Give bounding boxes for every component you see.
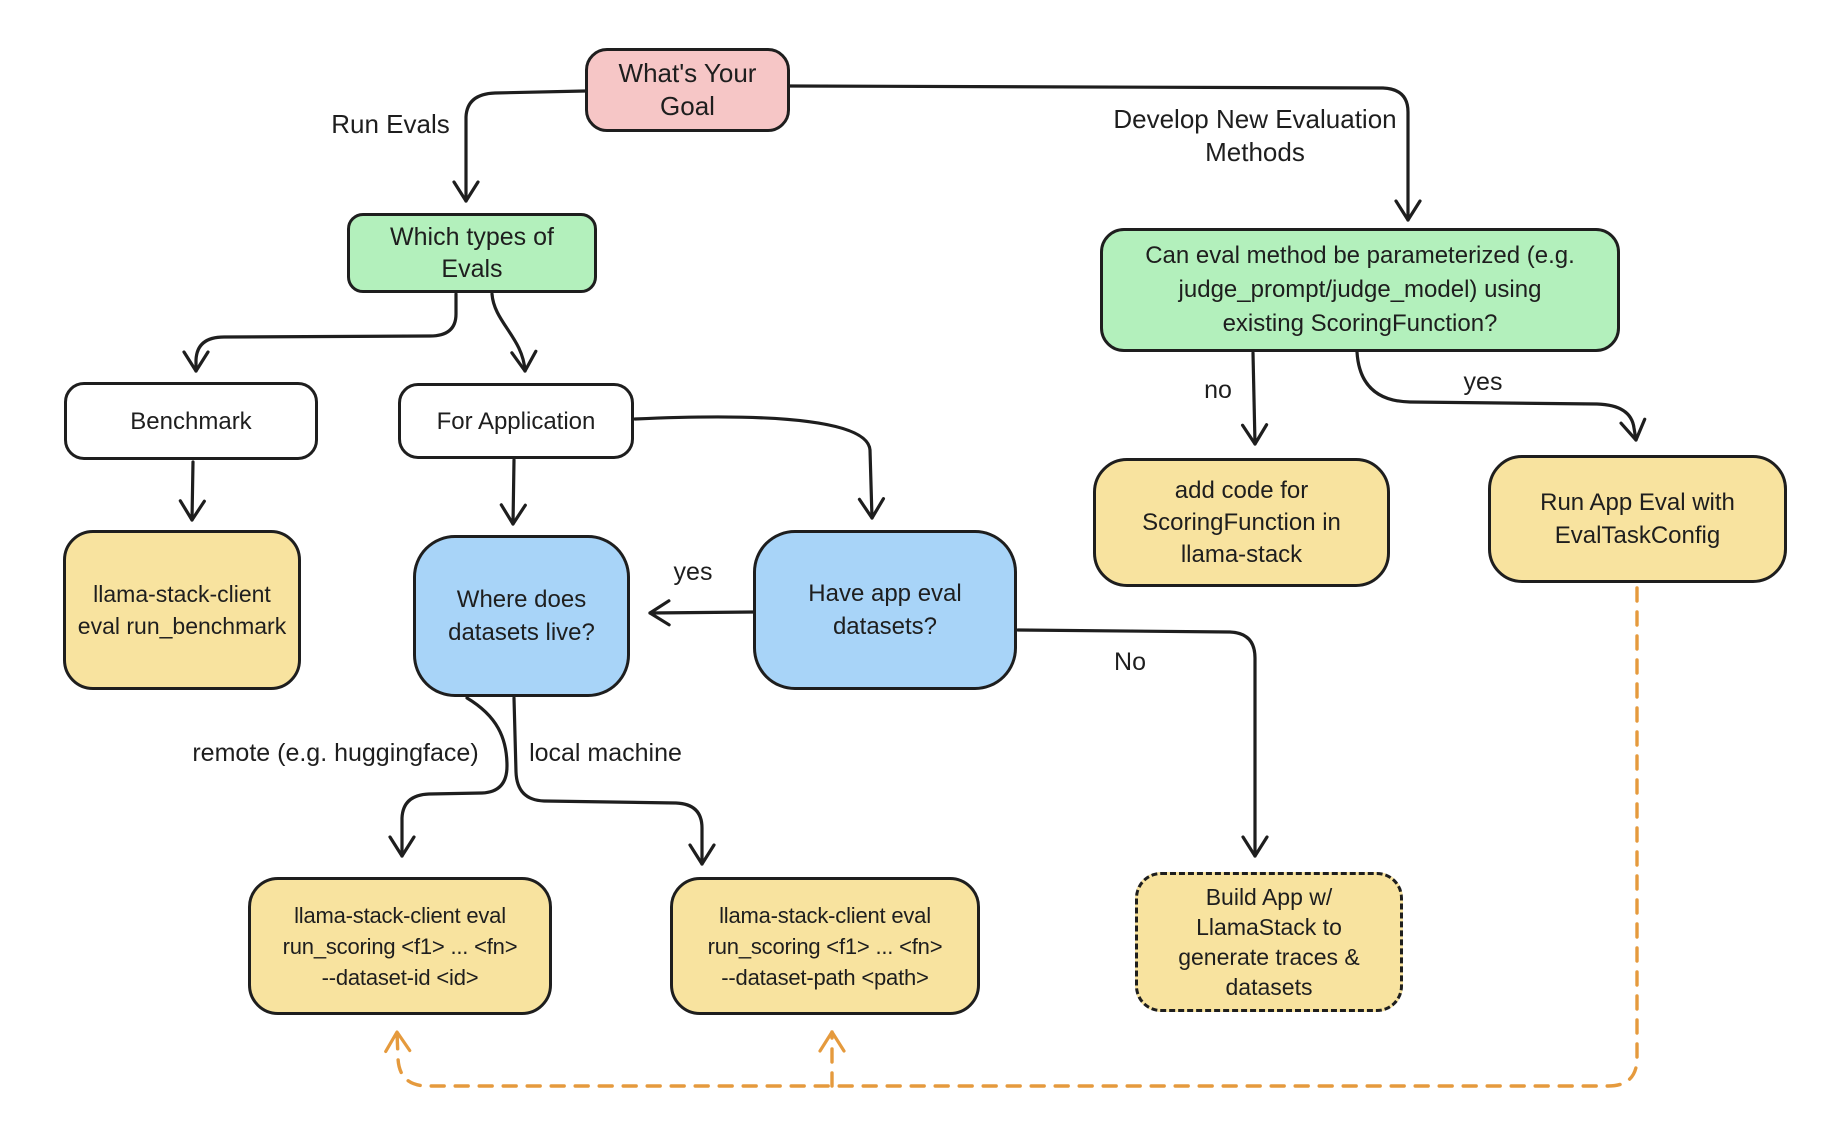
node-text-line: Have app eval	[808, 580, 962, 607]
node-text-line: Goal	[660, 91, 715, 121]
node-text-line: --dataset-id <id>	[321, 964, 479, 990]
node-benchmark	[64, 382, 318, 460]
arrow-have-to-where-yes	[650, 612, 754, 613]
node-text-line: Where does	[456, 586, 587, 613]
arrow-benchmark-to-run-benchmark	[192, 462, 193, 520]
node-text-line: eval run_benchmark	[77, 613, 287, 639]
node-text-line: datasets live?	[448, 619, 595, 646]
arrow-which-types-to-for-application	[492, 294, 525, 371]
arrow-for-application-to-where-datasets	[513, 460, 514, 524]
edge-label-line: Methods	[1205, 137, 1305, 167]
node-text-line: llama-stack-client eval	[719, 902, 931, 928]
arrow-parameterized-no	[1253, 353, 1255, 444]
node-text-line: Evals	[441, 255, 503, 283]
edge-label-yes-parameterized: yes	[1463, 368, 1503, 396]
node-text-line: run_scoring <f1> ... <fn>	[282, 933, 518, 959]
node-text-line: Run App Eval with	[1540, 489, 1735, 516]
node-can-eval-method-be-parameterized	[1100, 228, 1620, 352]
node-build-app-with-llamastack	[1135, 872, 1403, 1012]
node-text-line: run_scoring <f1> ... <fn>	[707, 933, 943, 959]
node-text-line: Benchmark	[130, 407, 252, 435]
node-text-line: ScoringFunction in	[1142, 508, 1341, 536]
edge-label-local-machine: local machine	[529, 739, 682, 767]
arrow-where-to-dataset-id-remote	[402, 698, 507, 856]
node-for-application	[398, 383, 634, 459]
edge-label-yes-have-datasets: yes	[673, 558, 713, 586]
node-text-line: generate traces &	[1178, 944, 1360, 970]
arrow-goal-to-which-types	[466, 91, 585, 201]
edge-label-no-have-datasets: No	[1114, 648, 1146, 676]
arrow-for-application-to-have-datasets	[635, 417, 872, 518]
node-text-line: llama-stack-client	[93, 581, 271, 607]
node-run-benchmark-cmd	[63, 530, 301, 690]
node-text-line: --dataset-path <path>	[721, 964, 929, 990]
node-whats-your-goal	[585, 48, 790, 132]
node-text-line: existing ScoringFunction?	[1222, 310, 1498, 337]
node-where-does-datasets-live	[413, 535, 630, 697]
node-run-scoring-dataset-path-cmd	[670, 877, 980, 1015]
arrow-which-types-to-benchmark	[196, 294, 456, 371]
node-text-line: datasets	[1225, 974, 1313, 1000]
node-text-line: Can eval method be parameterized (e.g.	[1145, 242, 1575, 269]
node-text-line: llama-stack-client eval	[294, 902, 506, 928]
edge-label-remote-huggingface: remote (e.g. huggingface)	[192, 739, 479, 767]
edge-label-run-evals: Run Evals	[331, 109, 450, 139]
arrow-where-to-dataset-path-local	[514, 698, 702, 864]
node-text-line: Build App w/	[1205, 884, 1333, 910]
node-which-types-of-evals	[347, 213, 597, 293]
node-run-app-eval-evaltaskconfig	[1488, 455, 1787, 583]
node-text-line: What's Your	[618, 58, 757, 88]
edge-label-develop-new-evaluation-methods	[1090, 103, 1420, 169]
edge-label-no-parameterized: no	[1204, 376, 1232, 404]
node-text-line: add code for	[1174, 476, 1309, 504]
node-text-line: judge_prompt/judge_model) using	[1178, 276, 1542, 303]
node-text-line: Which types of	[390, 223, 554, 251]
node-text-line: EvalTaskConfig	[1554, 522, 1721, 549]
node-have-app-eval-datasets	[753, 530, 1017, 690]
node-text-line: LlamaStack to	[1196, 914, 1342, 940]
edge-label-line: Develop New Evaluation	[1113, 104, 1397, 134]
node-text-line: For Application	[436, 407, 596, 435]
node-text-line: datasets?	[832, 613, 938, 640]
node-run-scoring-dataset-id-cmd	[248, 877, 552, 1015]
node-add-code-for-scoringfunction	[1093, 458, 1390, 587]
node-text-line: llama-stack	[1180, 540, 1303, 568]
